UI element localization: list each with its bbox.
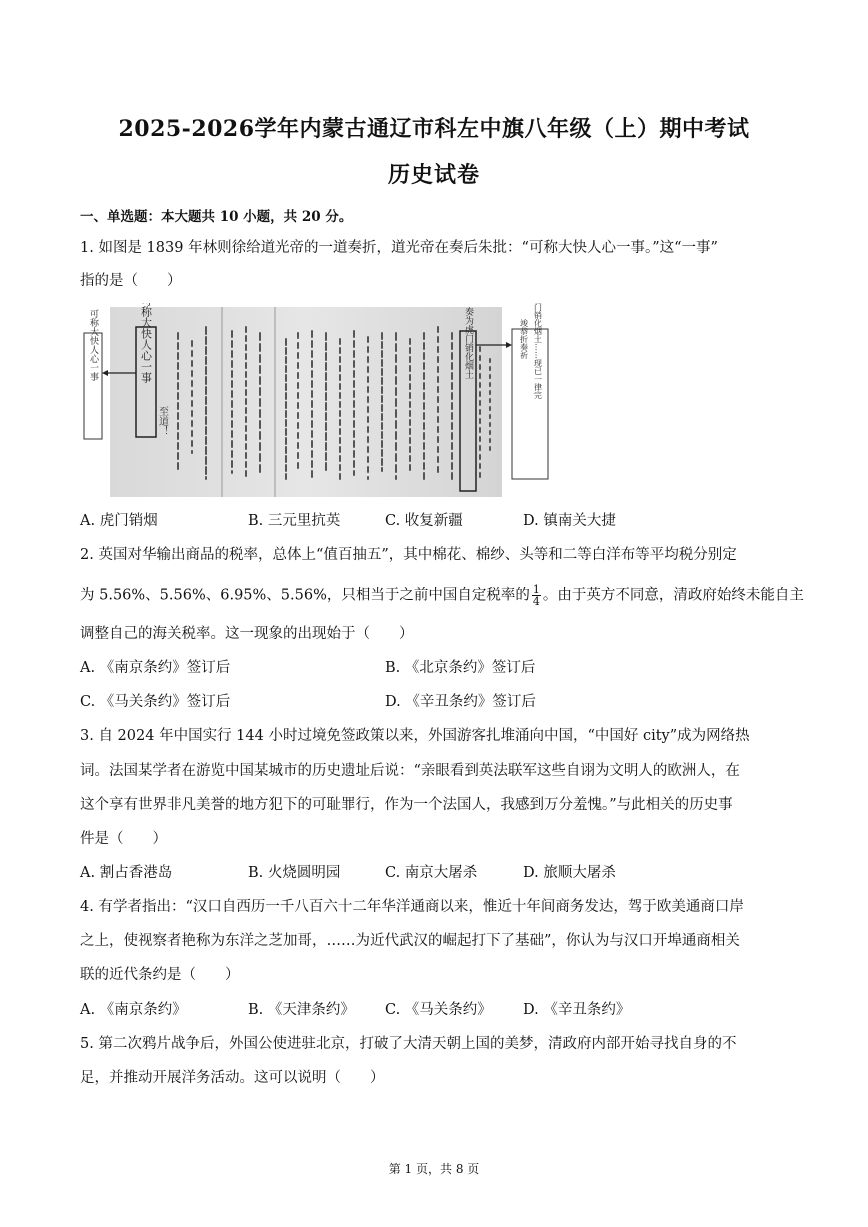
q3-line1: 3. 自 2024 年中国实行 144 小时过境免签政策以来，外国游客扎堆涌向中国，“中国好 city”成为网络热 <box>80 728 750 744</box>
q4-option-d[interactable]: D. 《辛丑条约》 <box>523 1002 631 1018</box>
q1-line2: 指的是（ ） <box>80 273 182 289</box>
left-highlight-text: 可称大快人心一事 <box>139 303 153 383</box>
right-highlight-text: 奏为虎门销化烟土 <box>463 307 473 379</box>
memorial-paper <box>110 307 502 497</box>
q5-line2: 足，并推动开展洋务活动。这可以说明（ ） <box>80 1070 385 1086</box>
q2-line2 <box>80 583 804 608</box>
q4-option-b[interactable]: B. 《天津条约》 <box>248 1002 355 1018</box>
q1-option-d[interactable]: D. 镇南关大捷 <box>523 513 616 529</box>
q2-line2-pre: 为 5.56%、5.56%、6.95%、5.56%，只相当于之前中国自定税率的 <box>80 587 530 604</box>
q2-line3: 调整自己的海关税率。这一现象的出现始于（ ） <box>80 626 414 642</box>
q3-option-d[interactable]: D. 旅顺大屠杀 <box>523 865 616 881</box>
section-heading: 一、单选题：本大题共 10 小题，共 20 分。 <box>80 209 353 225</box>
q3-line3: 这个享有世界非凡美誉的地方犯下的可耻罪行，作为一个法国人，我感到万分羞愧。”与此相关的历史事 <box>80 797 733 813</box>
q5-line1: 5. 第二次鸦片战争后，外国公使进驻北京，打破了大清天朝上国的美梦，清政府内部开始寻找自身的不 <box>80 1036 737 1052</box>
right-note-text1: 奏为虎门销化烟土……现已一律完 <box>533 303 543 399</box>
q3-option-b[interactable]: B. 火烧圆明园 <box>248 865 341 881</box>
right-note-box <box>512 329 548 479</box>
left-note-text: 可称大快人心一事 <box>88 309 98 381</box>
q2-option-a[interactable]: A. 《南京条约》签订后 <box>80 660 231 676</box>
q3-option-c[interactable]: C. 南京大屠杀 <box>385 865 478 881</box>
q1-option-b[interactable]: B. 三元里抗英 <box>248 513 341 529</box>
q2-option-c[interactable]: C. 《马关条约》签订后 <box>80 694 231 710</box>
right-arrowhead <box>506 342 512 348</box>
q2-line1: 2. 英国对华输出商品的税率，总体上“值百抽五”，其中棉花、棉纱、头等和二等白洋布等平均税分别定 <box>80 547 737 563</box>
q2-option-d[interactable]: D. 《辛丑条约》签订后 <box>385 694 536 710</box>
left-extra-text: 至道！ <box>156 406 168 436</box>
q4-option-a[interactable]: A. 《南京条约》 <box>80 1002 187 1018</box>
exam-title: 2025-2026学年内蒙古通辽市科左中旗八年级（上）期中考试 <box>118 116 750 142</box>
fraction-numerator: 1 <box>532 583 540 596</box>
exam-subtitle: 历史试卷 <box>387 162 480 188</box>
q2-option-b[interactable]: B. 《北京条约》签订后 <box>385 660 536 676</box>
q1-option-c[interactable]: C. 收复新疆 <box>385 513 463 529</box>
page-footer: 第 1 页，共 8 页 <box>388 1162 480 1176</box>
q4-line3: 联的近代条约是（ ） <box>80 967 240 983</box>
fraction <box>532 584 541 607</box>
q3-line4: 件是（ ） <box>80 831 167 847</box>
memorial-svg <box>80 303 550 499</box>
right-note-text2: 竣恭折奏祈 <box>519 319 529 359</box>
q4-line2: 之上，使视察者艳称为东洋之芝加哥，……为近代武汉的崛起打下了基础”，你认为与汉口开埠通商相关 <box>80 933 740 949</box>
fraction-denominator: 4 <box>532 595 540 608</box>
q3-option-a[interactable]: A. 割占香港岛 <box>80 865 173 881</box>
q3-line2: 词。法国某学者在游览中国某城市的历史遗址后说：“亲眼看到英法联军这些自诩为文明人的欧洲人，在 <box>80 763 740 779</box>
q1-option-a[interactable]: A. 虎门销烟 <box>80 513 158 529</box>
q4-option-c[interactable]: C. 《马关条约》 <box>385 1002 492 1018</box>
q4-line1: 4. 有学者指出：“汉口自西历一千八百六十二年华洋通商以来，惟近十年间商务发达，驾于欧美通商口岸 <box>80 899 744 915</box>
memorial-image <box>80 303 550 499</box>
left-arrowhead <box>102 370 108 376</box>
q2-line2-post: 。由于英方不同意，清政府始终未能自主 <box>542 587 804 604</box>
q1-line1: 1. 如图是 1839 年林则徐给道光帝的一道奏折，道光帝在奏后朱批：“可称大快人心一事。”这“一事” <box>80 240 718 256</box>
